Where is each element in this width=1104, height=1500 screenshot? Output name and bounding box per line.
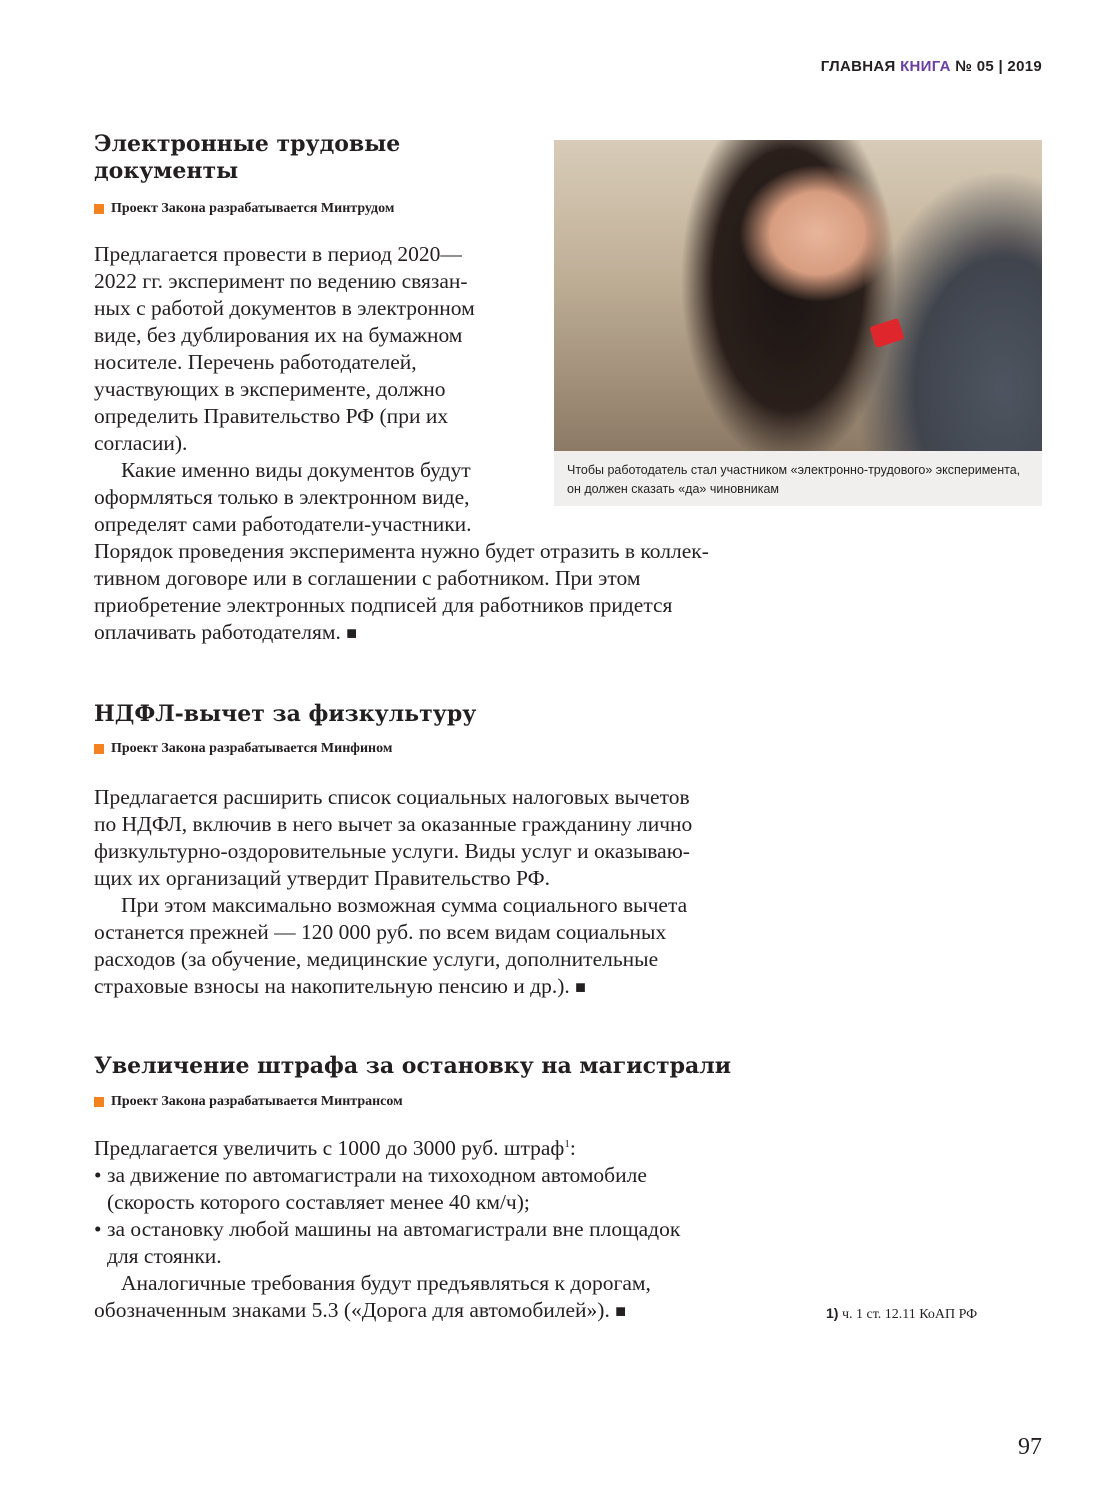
list-item: • за остановку любой машины на автомагистрали вне площадок для стоянки. — [94, 1217, 681, 1268]
end-mark: ■ — [615, 1301, 627, 1321]
list-item: • за движение по автомагистрали на тихоходном автомобиле (скорость которого составляет менее 40 км/ч); — [94, 1163, 647, 1214]
section-title-fine: Увеличение штрафа за остановку на магистрали — [94, 1053, 732, 1079]
running-header — [821, 58, 1042, 75]
section-body-fine — [94, 1135, 680, 1325]
orange-square-icon — [94, 1097, 104, 1107]
orange-square-icon — [94, 204, 104, 214]
footnote-number: 1) — [826, 1305, 839, 1321]
paragraph: Предлагается расширить список социальных налоговых вычетов по НДФЛ, включив в него вычет за оказанные гражданину лично физкультурно-оздоровительные услуги. Виды услуг и оказываю- щих их организаций утвердит Правительство РФ. — [94, 785, 693, 890]
gift-box — [869, 318, 904, 348]
paragraph: Предлагается увеличить с 1000 до 3000 руб. штраф$^1$: — [94, 1136, 576, 1160]
orange-square-icon — [94, 744, 104, 754]
section-source: Проект Закона разрабатывается Минтрансом — [94, 1094, 403, 1110]
section-title-ndfl: НДФЛ-вычет за физкультуру — [94, 701, 477, 727]
section-body-ndfl — [94, 784, 692, 1001]
paragraph: Аналогичные требования будут предъявляться к дорогам, обозначенным знаками 5.3 («Дорога для автомобилей»). ■ — [94, 1271, 651, 1322]
photo-caption: Чтобы работодатель стал участником «электронно-трудового» эксперимента, он должен сказать «да» чиновникам — [554, 451, 1042, 506]
section-source: Проект Закона разрабатывается Минтрудом — [94, 201, 394, 217]
end-mark: ■ — [575, 977, 587, 997]
paragraph: Какие именно виды документов будут оформляться только в электронном виде, определят сами работодатели-участники. Порядок проведения эксперимента нужно будет отразить в коллек- тивном договоре или в соглашении с работником. При этом приобретение электронных подписей для работников придется оплачивать работодателям. ■ — [94, 458, 709, 644]
header-accent: КНИГА — [900, 58, 951, 75]
footnote-text: ч. 1 ст. 12.11 КоАП РФ — [841, 1307, 978, 1322]
section-title-electronic-docs: Электронные трудовые документы — [94, 131, 401, 184]
bullet-icon: • — [94, 1163, 102, 1187]
page-number: 97 — [1018, 1434, 1042, 1460]
photo — [554, 140, 1042, 451]
footnote — [826, 1305, 977, 1323]
end-mark: ■ — [346, 623, 358, 643]
paragraph: Предлагается провести в период 2020— 2022 гг. эксперимент по ведению связан- ных с работой документов в электронном виде, без дублирования их на бумажном носителе. Перечень работодателей, участвующих в эксперименте, должно определить Правительство РФ (при их согласии). — [94, 242, 475, 455]
header-issue: № 05 | 2019 — [955, 58, 1042, 75]
paragraph: При этом максимально возможная сумма социального вычета останется прежней — 120 000 руб. по всем видам социальных расходов (за обучение, медицинские услуги, дополнительные страховые взносы на накопительную пенсию и др.). ■ — [94, 893, 688, 998]
bullet-icon: • — [94, 1217, 102, 1241]
section-source: Проект Закона разрабатывается Минфином — [94, 741, 392, 757]
header-prefix: ГЛАВНАЯ — [820, 58, 896, 75]
